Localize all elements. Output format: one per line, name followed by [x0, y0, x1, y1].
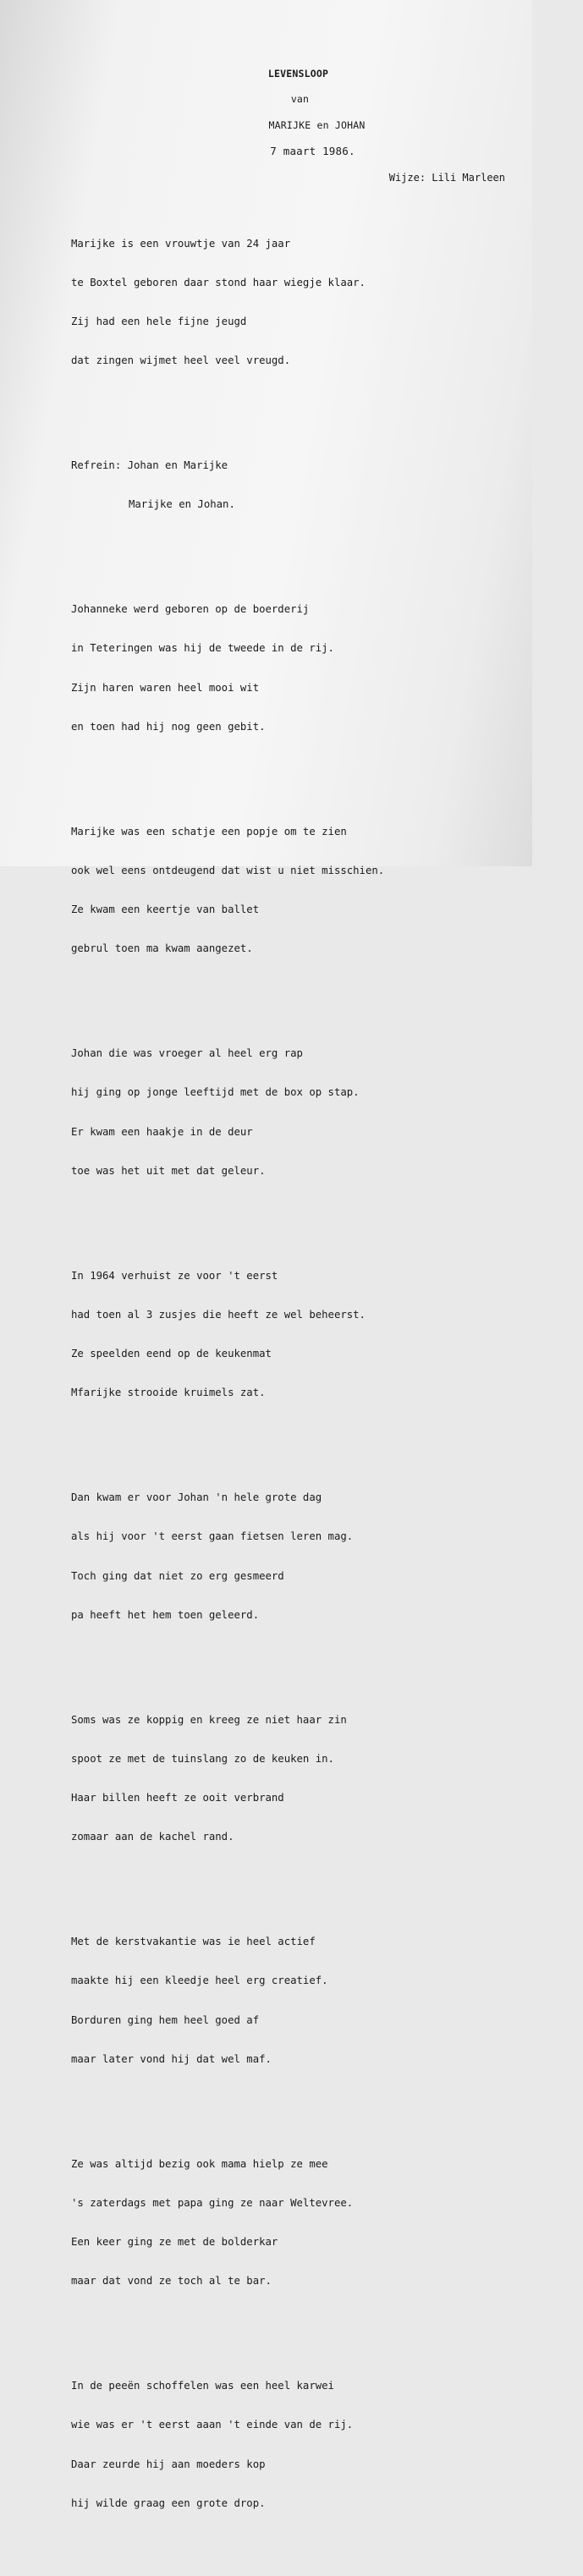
stanza	[71, 1465, 511, 1648]
poem-line: Ze was altijd bezig ook mama hielp ze mee	[71, 2157, 328, 2170]
poem-line: Borduren ging hem heel goed af	[71, 2013, 260, 2026]
poem-line: hij wilde graag een grote drop.	[71, 2496, 266, 2509]
stanza	[71, 1021, 511, 1204]
poem-line: 's zaterdags met papa ging ze naar Weltevree.	[71, 2196, 354, 2209]
poem-line: Ze speelden eend op de keukenmat	[71, 1348, 272, 1360]
poem-line: Mfarijke strooide kruimels zat.	[71, 1387, 266, 1399]
poem-line: hij ging op jonge leeftijd met de box op stap.	[71, 1086, 360, 1099]
names-heading: MARIJKE en JOHAN	[268, 119, 366, 131]
subtitle-van: van	[290, 93, 310, 105]
poem-line: spoot ze met de tuinslang zo de keuken in.	[71, 1752, 334, 1765]
poem-line: Marijke is een vrouwtje van 24 jaar	[71, 237, 291, 250]
poem-line: Johanneke werd geboren op de boerderij	[71, 603, 310, 616]
poem-line: Toch ging dat niet zo erg gesmeerd	[71, 1569, 284, 1582]
poem-line: toe was het uit met dat geleur.	[71, 1164, 266, 1177]
poem-line: Met de kerstvakantie was ie heel actief	[71, 1936, 316, 1948]
poem-line: Marijke was een schatje een popje om te zien	[71, 825, 347, 838]
poem-line: maar later vond hij dat wel maf.	[71, 2052, 272, 2065]
poem-line: en toen had hij nog geen gebit.	[71, 720, 266, 733]
stanza	[71, 211, 511, 394]
poem-line: Daar zeurde hij aan moeders kop	[71, 2458, 266, 2470]
poem-line: wie was er 't eerst aaan 't einde van de rij.	[71, 2419, 354, 2431]
stanza	[71, 799, 511, 982]
poem-line: maar dat vond ze toch al te bar.	[71, 2275, 272, 2288]
stanza	[71, 1688, 511, 1870]
poem-line: als hij voor 't eerst gaan fietsen leren mag.	[71, 1530, 354, 1543]
stanza	[71, 2132, 511, 2315]
poem-line: Zijn haren waren heel mooi wit	[71, 681, 260, 694]
poem-line: ook wel eens ontdeugend dat wist u niet misschien.	[71, 864, 385, 876]
stanza	[71, 2354, 511, 2536]
poem-line: Dan kwam er voor Johan 'n hele grote dag	[71, 1491, 322, 1504]
stanza	[71, 577, 511, 760]
poem-line: te Boxtel geboren daar stond haar wiegje klaar.	[71, 276, 366, 288]
poem-line: In 1964 verhuist ze voor 't eerst	[71, 1269, 278, 1282]
poem-line: had toen al 3 zusjes die heeft ze wel beheerst.	[71, 1308, 366, 1321]
poem-line: Johan die was vroeger al heel erg rap	[71, 1047, 303, 1060]
document-title: LEVENSLOOP	[267, 68, 329, 80]
poem-line: Soms was ze koppig en kreeg ze niet haar zin	[71, 1713, 347, 1726]
poem-line: Ze kwam een keertje van ballet	[71, 904, 260, 916]
poem-body	[71, 185, 511, 2576]
stanza	[71, 1909, 511, 2092]
date-line: 7 maart 1986.	[270, 145, 355, 157]
stanza	[71, 1244, 511, 1426]
poem-line: Een keer ging ze met de bolderkar	[71, 2236, 278, 2249]
refrain-line: Refrein: Johan en Marijke	[71, 459, 228, 472]
poem-line: maakte hij een kleedje heel erg creatief.	[71, 1975, 328, 1987]
poem-line: Haar billen heeft ze ooit verbrand	[71, 1792, 284, 1804]
poem-line: zomaar aan de kachel rand.	[71, 1831, 234, 1843]
poem-line: Zij had een hele fijne jeugd	[71, 316, 247, 328]
refrain-line: Marijke en Johan.	[129, 498, 235, 511]
refrain	[71, 433, 511, 537]
poem-line: pa heeft het hem toen geleerd.	[71, 1608, 260, 1621]
poem-line: Er kwam een haakje in de deur	[71, 1125, 253, 1138]
poem-line: dat zingen wijmet heel veel vreugd.	[71, 354, 291, 367]
melody-note: Wijze: Lili Marleen	[388, 172, 505, 184]
poem-line: In de peeën schoffelen was een heel karwei	[71, 2380, 334, 2392]
poem-line: in Teteringen was hij de tweede in de rij.	[71, 642, 334, 655]
poem-line: gebrul toen ma kwam aangezet.	[71, 942, 253, 955]
